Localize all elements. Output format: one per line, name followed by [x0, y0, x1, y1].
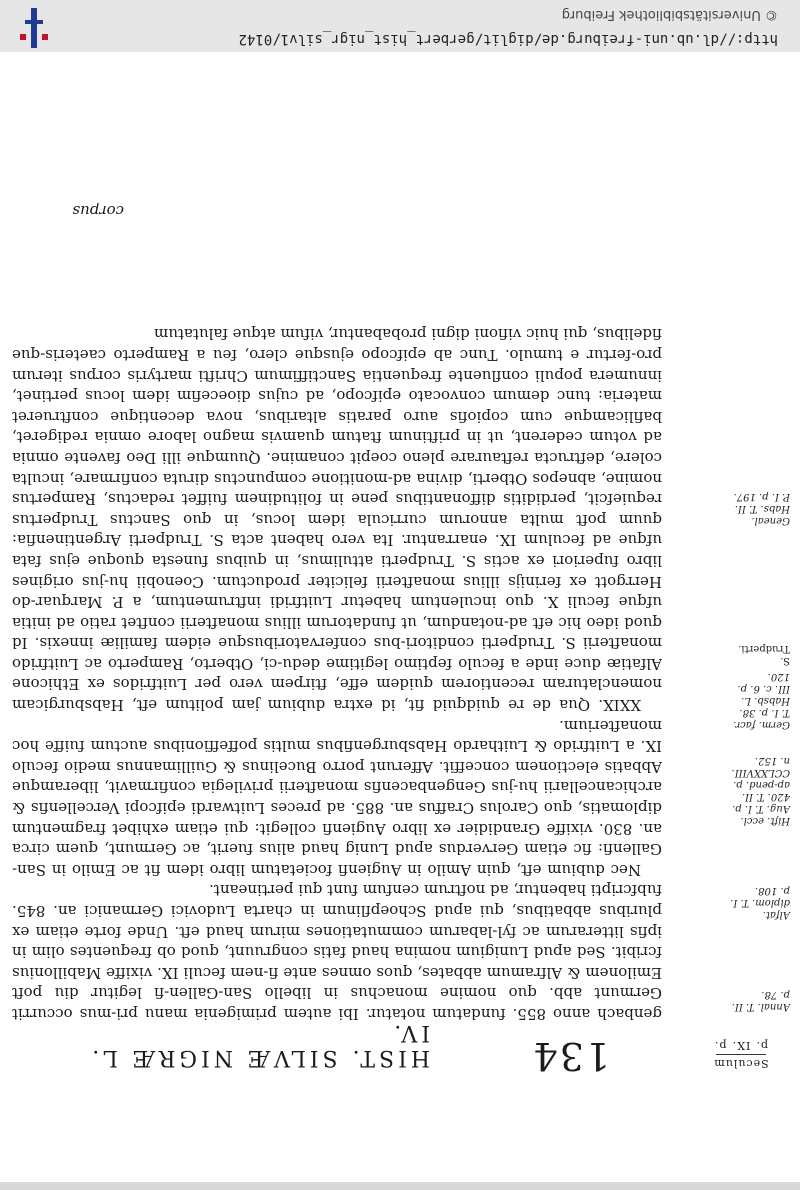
viewer-footer	[0, 0, 800, 52]
paragraph: XXIX. Qua de re quidquid fit, id extra dubium jam politum eft, Habsburgicam nomenclaturam recentiorem quidem effe, ftirpem vero per Luitfridos ex Ethicone Alfatiæ duce inde a feculo feptimo legitime dedu-ci, Otberto, Ramperto ac Luitfrido monafterii S. Trudperti conditori-bus confervatoribusque eidem familiæ innexis. Id quod ideo hic eft ad-notandum, ut fundatorum illius monafterii conftet ratio ad initia ufque feculi X. quo inculentum habetur Luitfridi inftrumentum, a P. Marquar-do Herrgott ex ferinijs illius monafterii feliciter productum. Coenobii hu-jus origines libro fuperiori ex actis S. Trudperti attulimus, in quibus funesta quoque ejus fata ufque ad feculum IX. enarrantur. Ita vero habent acta S. Trudperti Argentinenfia: quum poft multa annorum curricula idem locus, in quo Sanctus Trudpertus requiefcit, perdiditis diffonantibus pene in folitudinem fuiffet redactus, Rampertus nomine, abnepos Otberti, divina ad-monitione compunctus diruta confirmare, inculta colere, deftructa reftaurare pleno coepit conamine. Quumque illi Deo favente omnia ad votum cederent, ut in priftinum ftatum quamvis magno labore omnia redigeret, bafilicamque cum copiofis auro paratis altaribus, nova decentique conftrueret materia: tunc demum convocato epifcopo, ad cujus dioecefim idem locus pertinet, innumera populi confluente frequentia Sanctiffimum Chrifti martyris corpus iterum pro-fertur e tumulo. Tunc ab epifcopo ejusque clero, feu a Ramperto caeteris-que fidelibus, qui huic vifioni digni probabantur, vifum atque falutatum	[12, 325, 662, 715]
page-header	[60, 1020, 780, 1078]
running-title: HIST. SILVÆ NIGRÆ L. IV.	[88, 1020, 430, 1070]
seculum-right: p.	[714, 1039, 727, 1052]
paragraph: genbach anno 855. fundatum notatur. Ibi autem primigenia manu pri-mus occurrit Germunt abb. quo nomine monachus in libello San-Gallen-fi legitur diu poft Emilonem & Alframum abbates, quos omnes ante fi-nem feculi IX. vixiffe Mabillonius fcribit. Sed apud Lunigium nomina haud fatis congruunt, quod ob frequentes olim in ipfis litterarum ac fyl-labarum commutationes mirum haud eft. Unde forte etiam ex pluribus abbatibus, qui apud Schoepflinum in charta Ludovici Germanici an. 845. fubfcripti habentur, ad noftrum cenfum funt qui pertineant.	[12, 881, 662, 1023]
seculum-marker	[712, 1039, 770, 1070]
margin-note: Hift. eccl. Aug. T. I. p. 420. T. II. ap-pend. p. CCLXXVIII. n. 152.	[731, 755, 790, 826]
catchword: corpus	[72, 202, 124, 220]
document-page	[0, 52, 800, 1182]
margin-note: Germ. facr. T. I. p. 38. Habsb. L. III. c. 6. p. 120.	[733, 671, 790, 730]
library-credit: © Universitätsbibliothek Freiburg	[561, 7, 778, 22]
seculum-rule	[716, 1054, 766, 1055]
seculum-left: p.	[755, 1039, 768, 1052]
margin-note: Geneal. Habs. T. II. P. I. p. 197.	[733, 491, 790, 526]
seculum-roman: IX.	[731, 1039, 751, 1052]
margin-notes	[728, 192, 790, 1012]
paragraph: Nec dubium eft, quin Amilo in Augienfi focietatum libro idem fit ac Emilo in San-Gallenfi: fic etiam Gerverdus apud Lunig haud alius fuerit, ac Germunt, quem circa an. 830. vixiffe Grandidier ex libro Augienfi collegit: qui etiam exhibet fragmentum diplomatis, quo Carolus Craffus an. 885. ad preces Luitwardi epifcopi Vercellenfis & archicancellarii hu-jus Gengenbacenfis monafterii privilegia confirmavit, liberamque Abbatis electionem conceffit. Afferunt porro Bucelinus & Guillimannus medio feculo IX. a Luitfrido & Luithardo Habsburgenfibus multis poffeffionibus auctum fuiffe hoc monafterium.	[12, 716, 662, 879]
margin-note: Alfat. diplom. T. I. p. 108.	[730, 885, 790, 920]
document-url[interactable]: http://dl.ub.uni-freiburg.de/diglit/gerbert_hist_nigr_silv1/0142	[238, 31, 778, 47]
viewer-top-strip	[0, 1182, 800, 1190]
margin-note: Annal. T. II. p. 78.	[731, 989, 790, 1012]
university-logo-icon	[16, 6, 52, 50]
seculum-label: Seculum	[713, 1057, 769, 1070]
margin-note: S. Trudperti.	[738, 643, 790, 666]
page-number: 134	[531, 1034, 610, 1078]
body-text	[12, 324, 662, 1024]
